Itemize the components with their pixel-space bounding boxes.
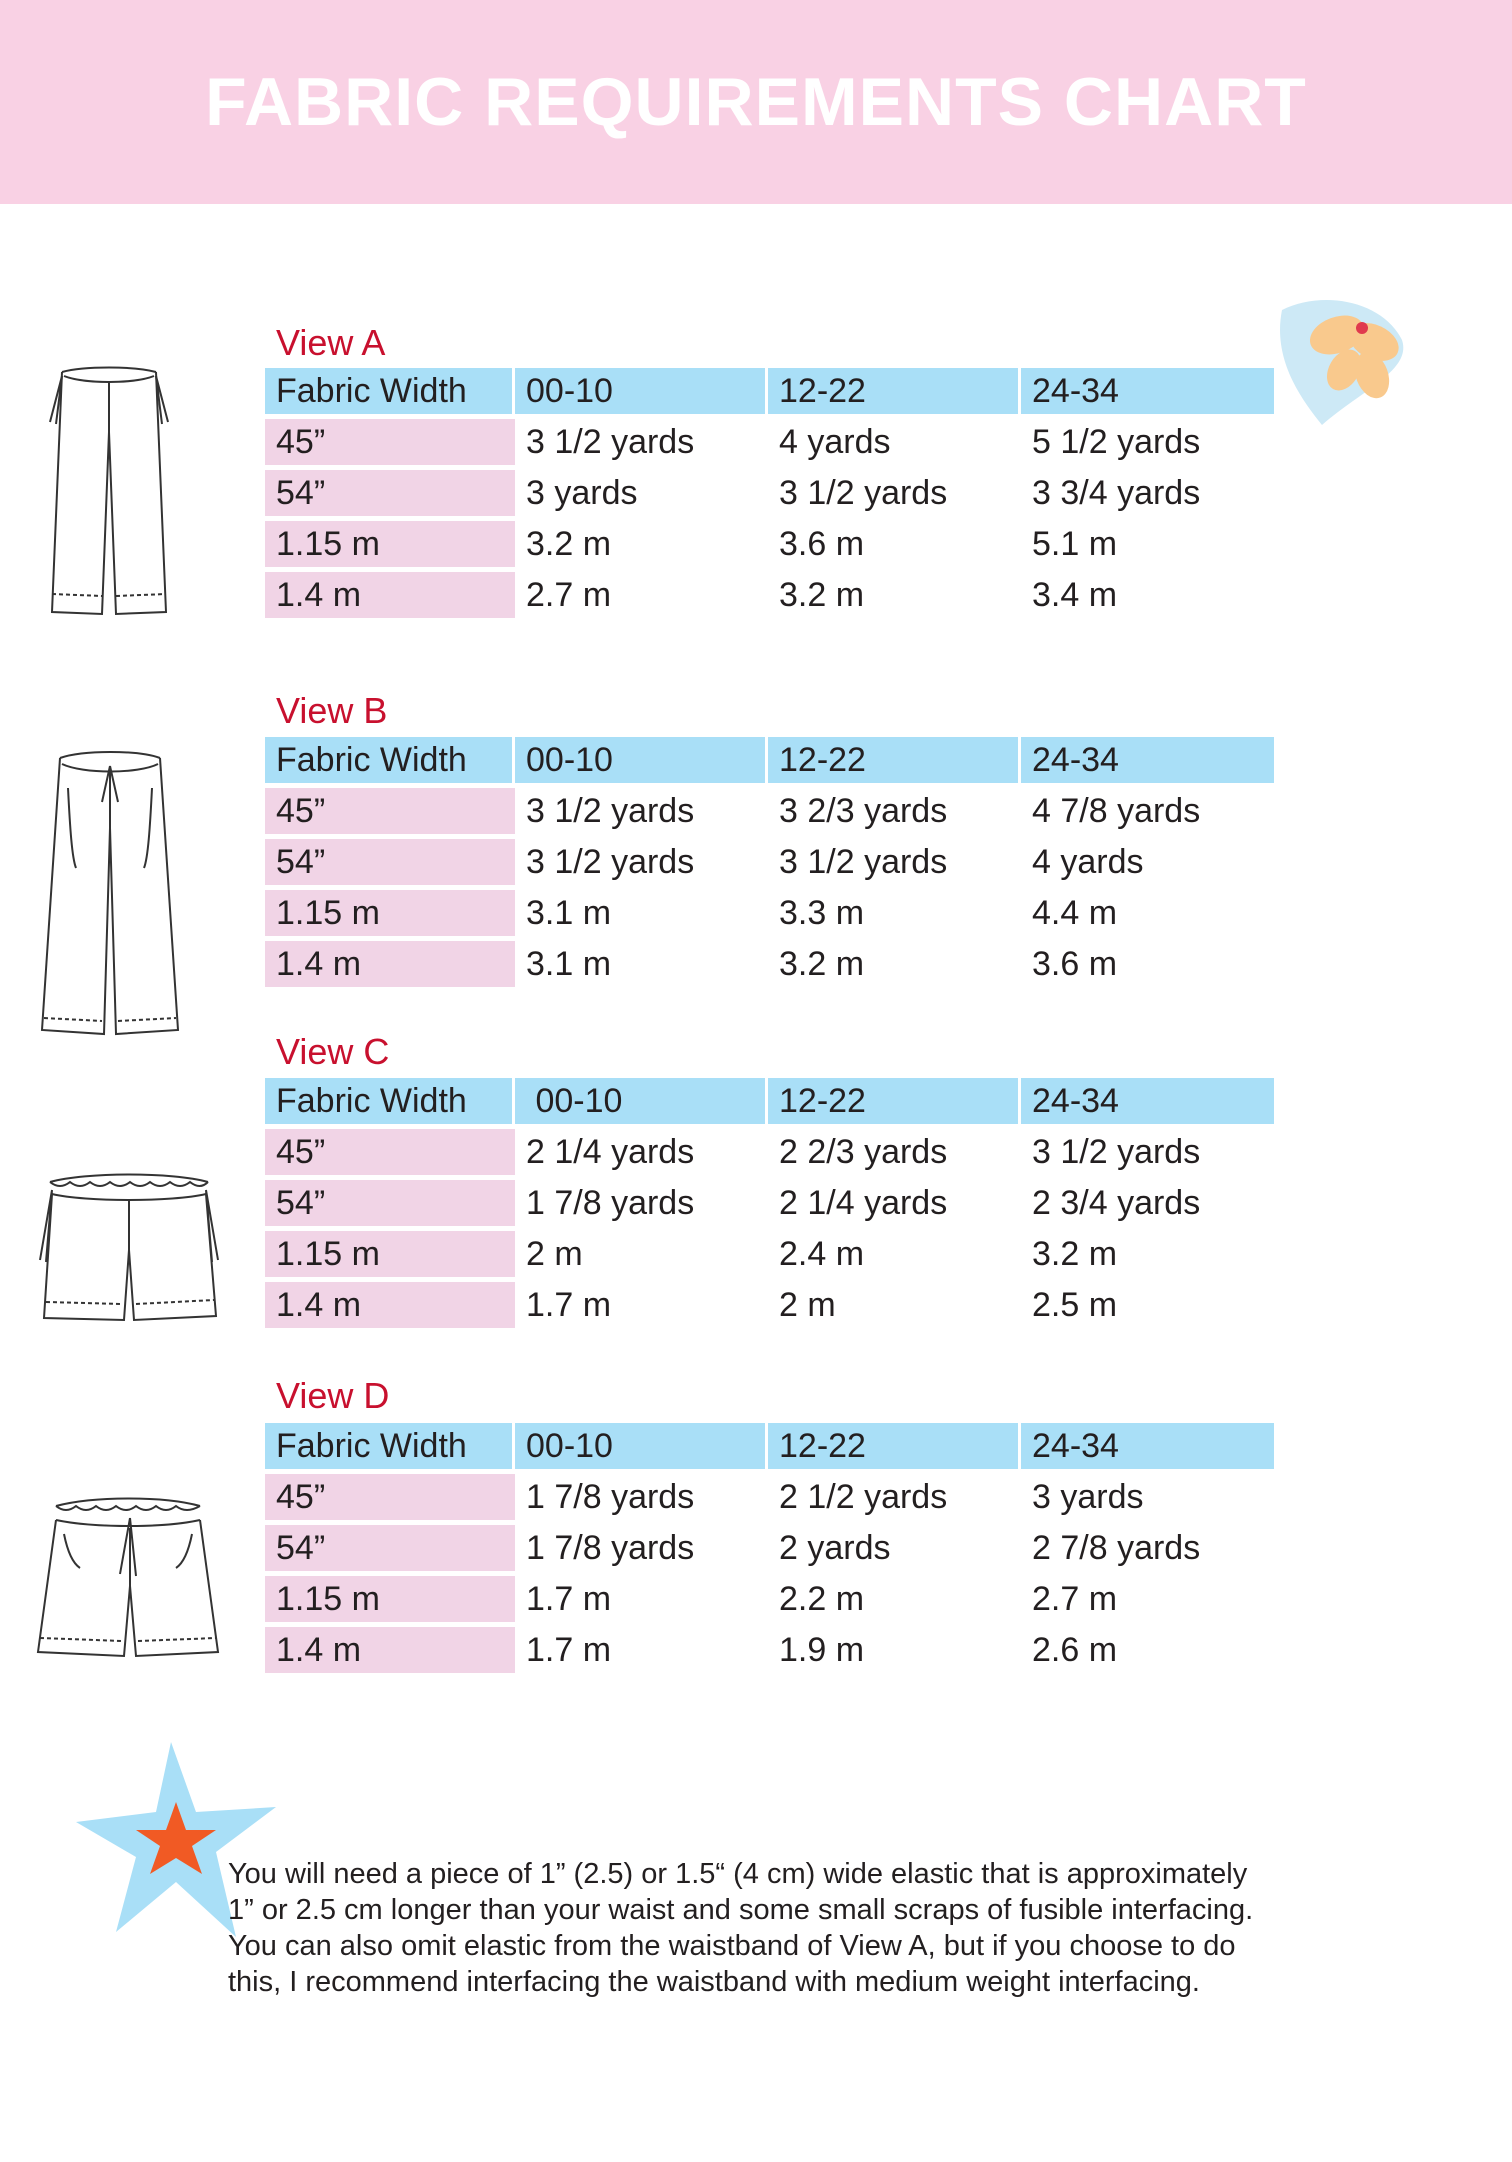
fabric-width-cell: 1.15 m [265,1576,515,1627]
table-cell: 3.2 m [1021,1231,1274,1282]
table-cell: 5.1 m [1021,521,1274,572]
view-b-table [265,737,1274,992]
table-cell: 3.6 m [1021,941,1274,992]
table-row [265,1282,1274,1333]
note-line: You will need a piece of 1” (2.5) or 1.5“ (4 cm) wide elastic that is approximately [228,1858,1248,1890]
fabric-width-cell: 45” [265,1129,515,1180]
table-cell: 4.4 m [1021,890,1274,941]
header-size-12-22: 12-22 [768,368,1021,419]
table-cell: 2.7 m [515,572,768,623]
header-size-00-10: 00-10 [515,737,768,788]
view-a-table [265,368,1274,623]
table-row [265,890,1274,941]
table-row [265,521,1274,572]
table-cell: 2 yards [768,1525,1021,1576]
table-cell: 1 7/8 yards [515,1474,768,1525]
fabric-width-cell: 45” [265,1474,515,1525]
fabric-width-cell: 54” [265,1180,515,1231]
table-cell: 4 yards [1021,839,1274,890]
view-d-title: View D [276,1375,390,1416]
table-cell: 1.7 m [515,1576,768,1627]
table-cell: 3.2 m [768,941,1021,992]
table-row [265,1129,1274,1180]
header-size-24-34: 24-34 [1021,1078,1274,1129]
table-row [265,941,1274,992]
table-cell: 3.2 m [768,572,1021,623]
table-cell: 5 1/2 yards [1021,419,1274,470]
table-cell: 2 1/4 yards [768,1180,1021,1231]
view-a-title: View A [276,322,386,363]
table-cell: 2 3/4 yards [1021,1180,1274,1231]
table-cell: 3 1/2 yards [1021,1129,1274,1180]
table-cell: 3 1/2 yards [515,839,768,890]
header-size-24-34: 24-34 [1021,368,1274,419]
table-cell: 2.6 m [1021,1627,1274,1678]
header-size-12-22: 12-22 [768,1423,1021,1474]
table-cell: 2.5 m [1021,1282,1274,1333]
fabric-width-cell: 1.4 m [265,572,515,623]
table-cell: 3 2/3 yards [768,788,1021,839]
table-cell: 3 yards [1021,1474,1274,1525]
table-row [265,1231,1274,1282]
table-cell: 3 1/2 yards [515,788,768,839]
view-b-pants-icon [38,748,183,1040]
table-header-row [265,1423,1274,1474]
table-cell: 2.2 m [768,1576,1021,1627]
view-c-title: View C [276,1031,390,1072]
table-row [265,1474,1274,1525]
table-cell: 1 7/8 yards [515,1180,768,1231]
header-size-24-34: 24-34 [1021,737,1274,788]
table-cell: 2 2/3 yards [768,1129,1021,1180]
table-row [265,1576,1274,1627]
fabric-width-cell: 1.4 m [265,1282,515,1333]
header-size-12-22: 12-22 [768,1078,1021,1129]
table-cell: 2 1/4 yards [515,1129,768,1180]
view-c-table [265,1078,1274,1333]
table-row [265,572,1274,623]
table-header-row [265,368,1274,419]
fabric-width-cell: 1.15 m [265,890,515,941]
header-size-00-10: 00-10 [515,368,768,419]
view-a-pants-icon [44,362,174,618]
note-line: 1” or 2.5 cm longer than your waist and some small scraps of fusible interfacing. [228,1894,1254,1926]
table-header-row [265,737,1274,788]
header-fabric-width: Fabric Width [265,368,515,419]
fabric-width-cell: 1.4 m [265,1627,515,1678]
table-cell: 3.6 m [768,521,1021,572]
table-cell: 3 1/2 yards [768,470,1021,521]
table-row [265,419,1274,470]
view-d-shorts-icon [34,1494,222,1660]
header-fabric-width: Fabric Width [265,1078,515,1129]
table-cell: 2 7/8 yards [1021,1525,1274,1576]
view-c-shorts-icon [36,1170,222,1324]
table-cell: 3.2 m [515,521,768,572]
table-cell: 2.4 m [768,1231,1021,1282]
table-row [265,788,1274,839]
table-cell: 4 yards [768,419,1021,470]
note-line: this, I recommend interfacing the waistband with medium weight interfacing. [228,1966,1200,1998]
elastic-note [228,1856,1408,2000]
page-title: FABRIC REQUIREMENTS CHART [205,64,1307,140]
table-row [265,470,1274,521]
table-cell: 3.4 m [1021,572,1274,623]
table-cell: 1.7 m [515,1282,768,1333]
table-cell: 1.7 m [515,1627,768,1678]
fabric-width-cell: 54” [265,470,515,521]
fabric-width-cell: 1.15 m [265,521,515,572]
table-cell: 3.1 m [515,890,768,941]
table-cell: 3 yards [515,470,768,521]
header-size-12-22: 12-22 [768,737,1021,788]
table-cell: 3 3/4 yards [1021,470,1274,521]
table-cell: 2 1/2 yards [768,1474,1021,1525]
view-d-table [265,1423,1274,1678]
table-row [265,1627,1274,1678]
note-line: You can also omit elastic from the waistband of View A, but if you choose to do [228,1930,1236,1962]
fabric-width-cell: 1.15 m [265,1231,515,1282]
table-row [265,839,1274,890]
table-cell: 3.1 m [515,941,768,992]
table-cell: 1 7/8 yards [515,1525,768,1576]
fabric-width-cell: 1.4 m [265,941,515,992]
table-cell: 3 1/2 yards [515,419,768,470]
table-row [265,1180,1274,1231]
table-cell: 4 7/8 yards [1021,788,1274,839]
flower-heart-decoration [1262,290,1412,430]
header-fabric-width: Fabric Width [265,1423,515,1474]
table-header-row [265,1078,1274,1129]
header-fabric-width: Fabric Width [265,737,515,788]
table-cell: 2.7 m [1021,1576,1274,1627]
fabric-width-cell: 45” [265,419,515,470]
header-size-24-34: 24-34 [1021,1423,1274,1474]
table-cell: 2 m [768,1282,1021,1333]
fabric-width-cell: 54” [265,1525,515,1576]
table-cell: 3.3 m [768,890,1021,941]
header-size-00-10: 00-10 [515,1423,768,1474]
view-b-title: View B [276,690,388,731]
table-cell: 1.9 m [768,1627,1021,1678]
fabric-width-cell: 54” [265,839,515,890]
table-cell: 2 m [515,1231,768,1282]
header-size-00-10: 00-10 [515,1078,768,1129]
table-row [265,1525,1274,1576]
fabric-width-cell: 45” [265,788,515,839]
table-cell: 3 1/2 yards [768,839,1021,890]
